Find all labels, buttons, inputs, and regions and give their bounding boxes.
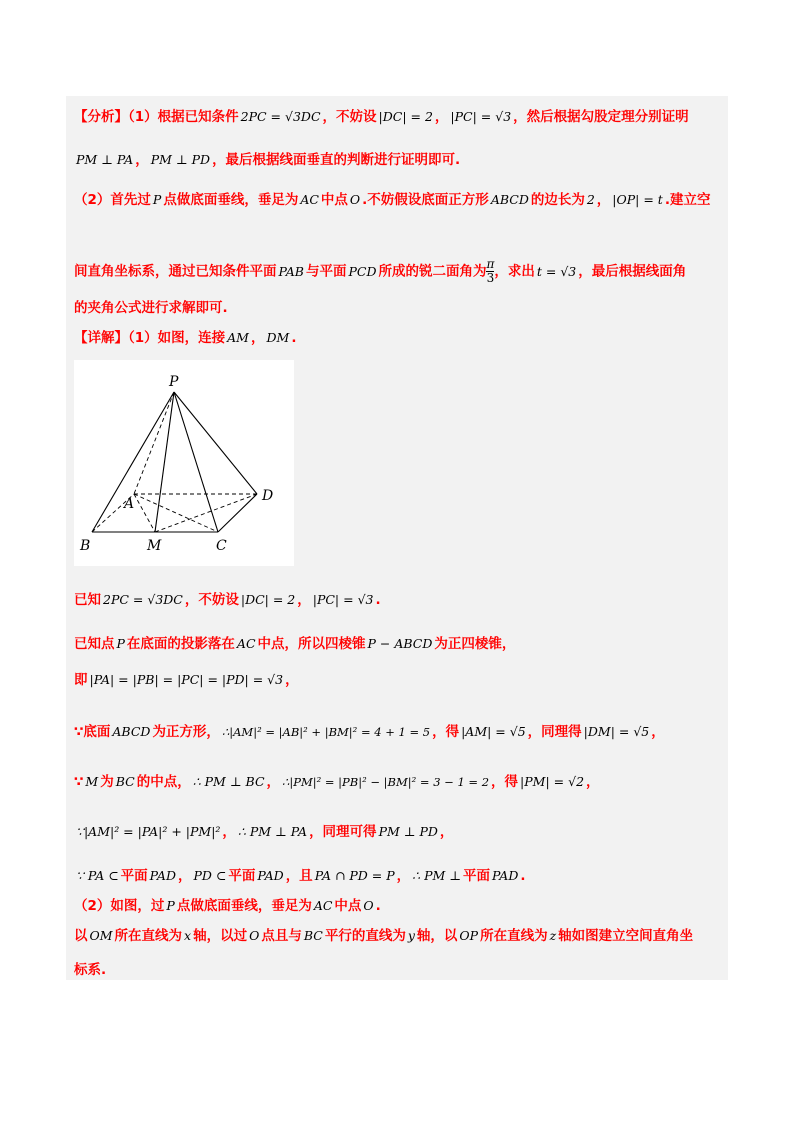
edge-PD bbox=[174, 392, 257, 494]
text: （1）根据已知条件 bbox=[128, 109, 239, 125]
math: z bbox=[549, 928, 557, 943]
math: ABCD bbox=[490, 192, 529, 207]
text: ， bbox=[596, 192, 611, 208]
math: 2PC = √3DC bbox=[240, 109, 321, 124]
text: 轴，以 bbox=[416, 928, 458, 944]
text: ， bbox=[177, 868, 192, 884]
text: ∵底面 bbox=[74, 724, 111, 740]
text: ， bbox=[651, 724, 665, 740]
analysis-line-2 bbox=[74, 150, 460, 170]
analysis-line-1 bbox=[74, 107, 689, 127]
math: ∴ PM ⊥ BC bbox=[192, 774, 265, 789]
math: P − ABCD bbox=[367, 636, 433, 651]
text: ， bbox=[297, 592, 311, 608]
text: 以 bbox=[74, 928, 88, 944]
text: 在底面的投影落在 bbox=[126, 636, 235, 652]
math: |PC| = √3 bbox=[312, 592, 374, 607]
math: BC bbox=[303, 928, 323, 943]
math: P bbox=[166, 898, 175, 913]
detail-line-1 bbox=[74, 328, 296, 348]
pyramid-figure bbox=[74, 360, 294, 566]
math: t = √3 bbox=[536, 263, 577, 279]
math: P bbox=[116, 636, 125, 651]
edge-CD bbox=[218, 494, 257, 532]
detail-line-9 bbox=[74, 896, 381, 916]
edge-AM bbox=[134, 494, 155, 532]
denominator: 3 bbox=[486, 271, 495, 285]
text: ，不妨设 bbox=[322, 109, 377, 125]
math: |DC| = 2 bbox=[240, 592, 296, 607]
pyramid-diagram bbox=[74, 360, 294, 566]
detail-line-6 bbox=[74, 772, 600, 792]
edge-AC bbox=[134, 494, 218, 532]
text: ， bbox=[586, 774, 600, 790]
analysis-line-5 bbox=[74, 298, 228, 318]
text: ， bbox=[434, 109, 449, 125]
math: PCD bbox=[348, 263, 377, 279]
text: ， bbox=[222, 824, 236, 840]
math: |OP| = t bbox=[612, 192, 663, 207]
text: 为正四棱锥， bbox=[434, 636, 516, 652]
math: PM ⊥ PD bbox=[378, 824, 438, 839]
text: 所在直线为 bbox=[480, 928, 548, 944]
analysis-label: 【分析】 bbox=[74, 109, 128, 125]
text: 平面 bbox=[463, 868, 491, 884]
text: ， bbox=[439, 824, 454, 840]
analysis-line-3 bbox=[74, 190, 710, 210]
detail-line-2 bbox=[74, 590, 381, 610]
math: O bbox=[363, 898, 374, 913]
math: M bbox=[85, 774, 99, 789]
text: 的中点， bbox=[136, 774, 191, 790]
text: 所成的锐二面角为 bbox=[378, 263, 487, 280]
detail-line-10 bbox=[74, 926, 693, 946]
text: （1）如图，连接 bbox=[128, 330, 226, 346]
math: PM ⊥ PA bbox=[76, 152, 134, 167]
label-C: C bbox=[216, 538, 227, 554]
text: .建立空 bbox=[664, 192, 711, 208]
math: AC bbox=[236, 636, 256, 651]
text: 即 bbox=[74, 672, 88, 688]
label-P: P bbox=[169, 374, 179, 390]
label-B: B bbox=[80, 538, 91, 554]
detail-line-8 bbox=[74, 866, 526, 886]
math: ∴ PM ⊥ bbox=[412, 868, 462, 883]
text: ， bbox=[135, 152, 149, 168]
detail-line-7 bbox=[74, 822, 453, 842]
math: |PC| = √3 bbox=[450, 109, 512, 124]
text: 轴，以过 bbox=[193, 928, 248, 944]
math: PAD bbox=[257, 868, 284, 883]
math: AC bbox=[300, 192, 319, 207]
edge-PC bbox=[174, 392, 218, 532]
text: .不妨假设底面正方形 bbox=[362, 192, 489, 208]
text: （2）如图，过 bbox=[74, 898, 165, 914]
text: ，最后根据线面垂直的判断进行证明即可. bbox=[212, 152, 461, 168]
text: 点且与 bbox=[261, 928, 302, 944]
text: 间直角坐标系，通过已知条件平面 bbox=[74, 263, 277, 280]
math: PM ⊥ PD bbox=[150, 152, 211, 167]
math: O bbox=[249, 928, 260, 943]
math: |AM| = √5 bbox=[461, 724, 526, 739]
math: AM bbox=[227, 330, 249, 345]
math: ∴|AM|² = |AB|² + |BM|² = 4 + 1 = 5 bbox=[221, 725, 431, 739]
text: 所在直线为 bbox=[114, 928, 183, 944]
text: 已知 bbox=[74, 592, 101, 608]
text: 与平面 bbox=[305, 263, 347, 280]
text: ，不妨设 bbox=[184, 592, 239, 608]
math: ABCD bbox=[112, 724, 151, 739]
math: ∴|PM|² = |PB|² − |BM|² = 3 − 1 = 2 bbox=[282, 775, 490, 789]
math: O bbox=[349, 192, 361, 207]
text: 平面 bbox=[120, 868, 148, 884]
math: 2PC = √3DC bbox=[103, 592, 183, 607]
text: . bbox=[291, 330, 297, 346]
math: y bbox=[407, 928, 415, 943]
text: （2）首先过 bbox=[74, 192, 151, 208]
text: ， bbox=[250, 330, 265, 346]
numerator: π bbox=[486, 257, 495, 271]
text: 平行的直线为 bbox=[324, 928, 406, 944]
text: 点做底面垂线，垂足为 bbox=[176, 898, 312, 914]
text: ，且 bbox=[285, 868, 313, 884]
math: x bbox=[184, 928, 192, 943]
edge-PM bbox=[155, 392, 174, 532]
text: 已知点 bbox=[74, 636, 115, 652]
math: |PA| = |PB| = |PC| = |PD| = √3 bbox=[89, 672, 284, 687]
label-A: A bbox=[124, 496, 135, 512]
math: AC bbox=[313, 898, 333, 913]
text: ， bbox=[285, 672, 299, 688]
detail-line-3 bbox=[74, 634, 515, 654]
math: OM bbox=[89, 928, 113, 943]
analysis-line-4 bbox=[74, 258, 686, 285]
math: DM bbox=[266, 330, 290, 345]
text: ， bbox=[266, 774, 281, 790]
math: ∴ PM ⊥ PA bbox=[237, 824, 308, 839]
text: ，同理得 bbox=[527, 724, 582, 740]
label-M: M bbox=[147, 538, 162, 554]
text: ， bbox=[396, 868, 411, 884]
text: 点做底面垂线，垂足为 bbox=[163, 192, 299, 208]
math: |PM| = √2 bbox=[520, 774, 585, 789]
math: P bbox=[152, 192, 162, 207]
math: PA ∩ PD = P bbox=[314, 868, 395, 883]
label-D: D bbox=[262, 488, 274, 504]
text: 的边长为 bbox=[530, 192, 585, 208]
text: 轴如图建立空间直角坐 bbox=[558, 928, 694, 944]
math: ∵ PA ⊂ bbox=[76, 868, 119, 883]
text: ，然后根据勾股定理分别证明 bbox=[513, 109, 689, 125]
text: . bbox=[375, 592, 381, 608]
text: ，得 bbox=[491, 774, 519, 790]
math: PAB bbox=[278, 263, 304, 279]
math: PAD bbox=[492, 868, 519, 883]
math: |DC| = 2 bbox=[378, 109, 433, 124]
text: ，最后根据线面角 bbox=[578, 263, 687, 280]
math: BC bbox=[115, 774, 135, 789]
detail-line-11 bbox=[74, 960, 106, 980]
text: 的夹角公式进行求解即可. bbox=[74, 300, 228, 316]
math: OP bbox=[459, 928, 479, 943]
text: . bbox=[520, 868, 526, 884]
math: 2 bbox=[586, 192, 595, 207]
math: |DM| = √5 bbox=[583, 724, 650, 739]
edge-PA bbox=[134, 392, 174, 494]
math: ∵|AM|² = |PA|² + |PM|² bbox=[76, 824, 221, 839]
text: 中点，所以四棱锥 bbox=[257, 636, 366, 652]
text: . bbox=[375, 898, 381, 914]
text: ，得 bbox=[432, 724, 460, 740]
text: 平面 bbox=[228, 868, 256, 884]
text: 中点 bbox=[320, 192, 348, 208]
detail-line-5 bbox=[74, 722, 665, 742]
detail-line-4 bbox=[74, 670, 299, 690]
text: 中点 bbox=[334, 898, 362, 914]
math: PAD bbox=[149, 868, 176, 883]
text: 为 bbox=[100, 774, 114, 790]
math: PD ⊂ bbox=[193, 868, 227, 883]
detail-label: 【详解】 bbox=[74, 330, 128, 346]
text: ，同理可得 bbox=[309, 824, 377, 840]
text: 为正方形， bbox=[152, 724, 220, 740]
text: ，求出 bbox=[494, 263, 535, 280]
text: 标系. bbox=[74, 962, 107, 978]
text: ∵ bbox=[74, 774, 84, 790]
